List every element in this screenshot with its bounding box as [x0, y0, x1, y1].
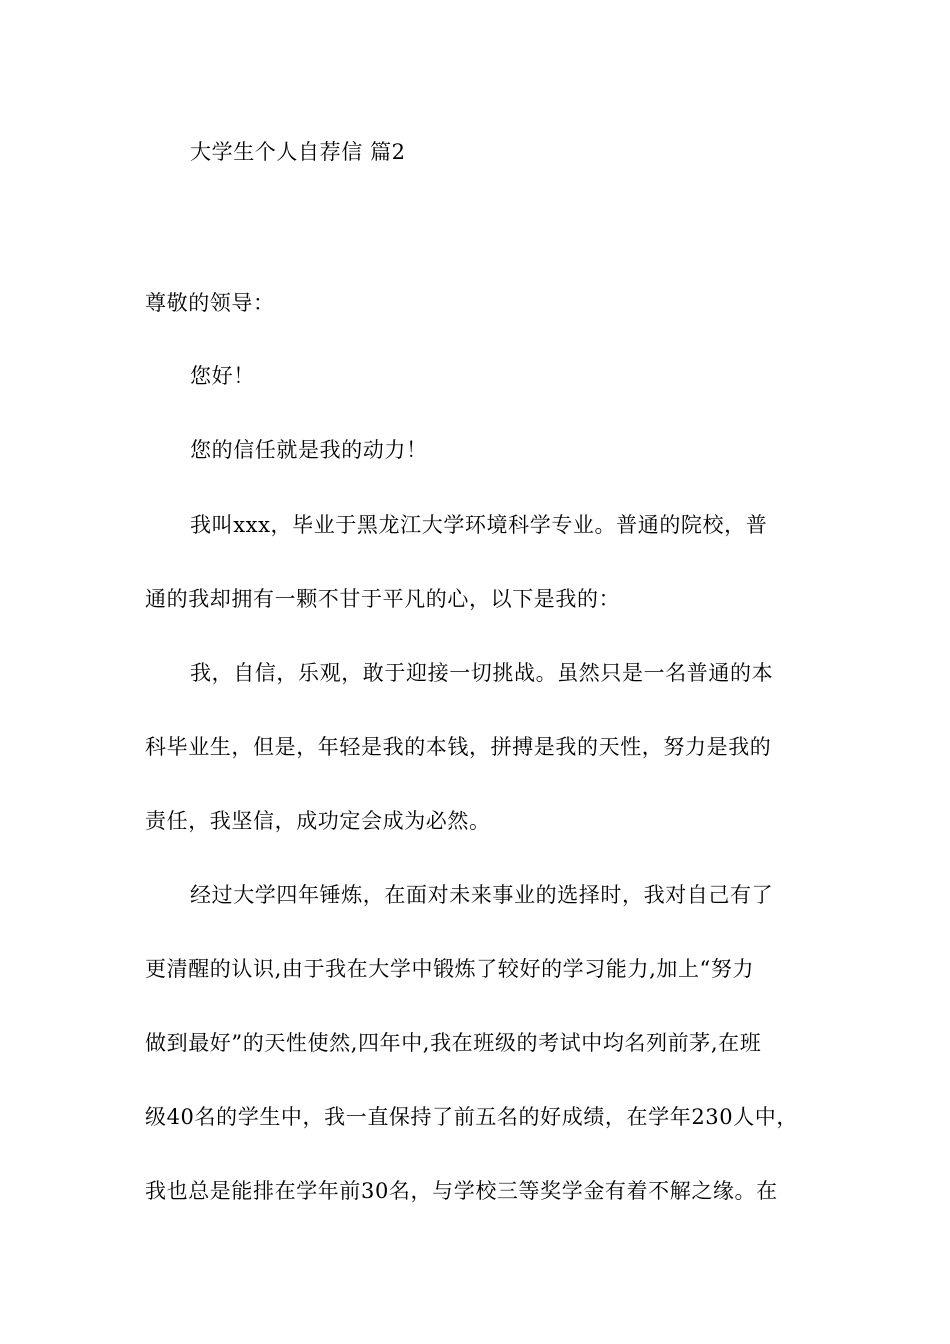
- paragraph-study-line: 做到最好”的天性使然,四年中,我在班级的考试中均名列前茅,在班: [145, 1031, 762, 1055]
- salutation: 尊敬的领导：: [145, 291, 275, 315]
- paragraph-motivation: 您的信任就是我的动力！: [190, 438, 428, 462]
- paragraph-introduction-line: 通的我却拥有一颗不甘于平凡的心，以下是我的：: [145, 587, 621, 611]
- paragraph-study-line: 经过大学四年锤炼，在面对未来事业的选择时，我对自己有了: [190, 883, 774, 907]
- paragraph-confidence-line: 责任，我坚信，成功定会成为必然。: [145, 809, 491, 833]
- greeting: 您好！: [190, 364, 255, 388]
- paragraph-study-line: 更清醒的认识,由于我在大学中锻炼了较好的学习能力,加上“努力: [145, 957, 755, 981]
- paragraph-study-line: 级40名的学生中，我一直保持了前五名的好成绩，在学年230人中，: [145, 1105, 799, 1129]
- paragraph-confidence-line: 科毕业生，但是，年轻是我的本钱，拼搏是我的天性，努力是我的: [145, 735, 772, 759]
- paragraph-introduction-line: 我叫xxx，毕业于黑龙江大学环境科学专业。普通的院校，普: [190, 513, 768, 537]
- paragraph-study-line: 我也总是能排在学年前30名，与学校三等奖学金有着不解之缘。在: [145, 1179, 778, 1203]
- document-title: 大学生个人自荐信 篇2: [190, 140, 406, 164]
- paragraph-confidence-line: 我，自信，乐观，敢于迎接一切挑战。虽然只是一名普通的本: [190, 661, 774, 685]
